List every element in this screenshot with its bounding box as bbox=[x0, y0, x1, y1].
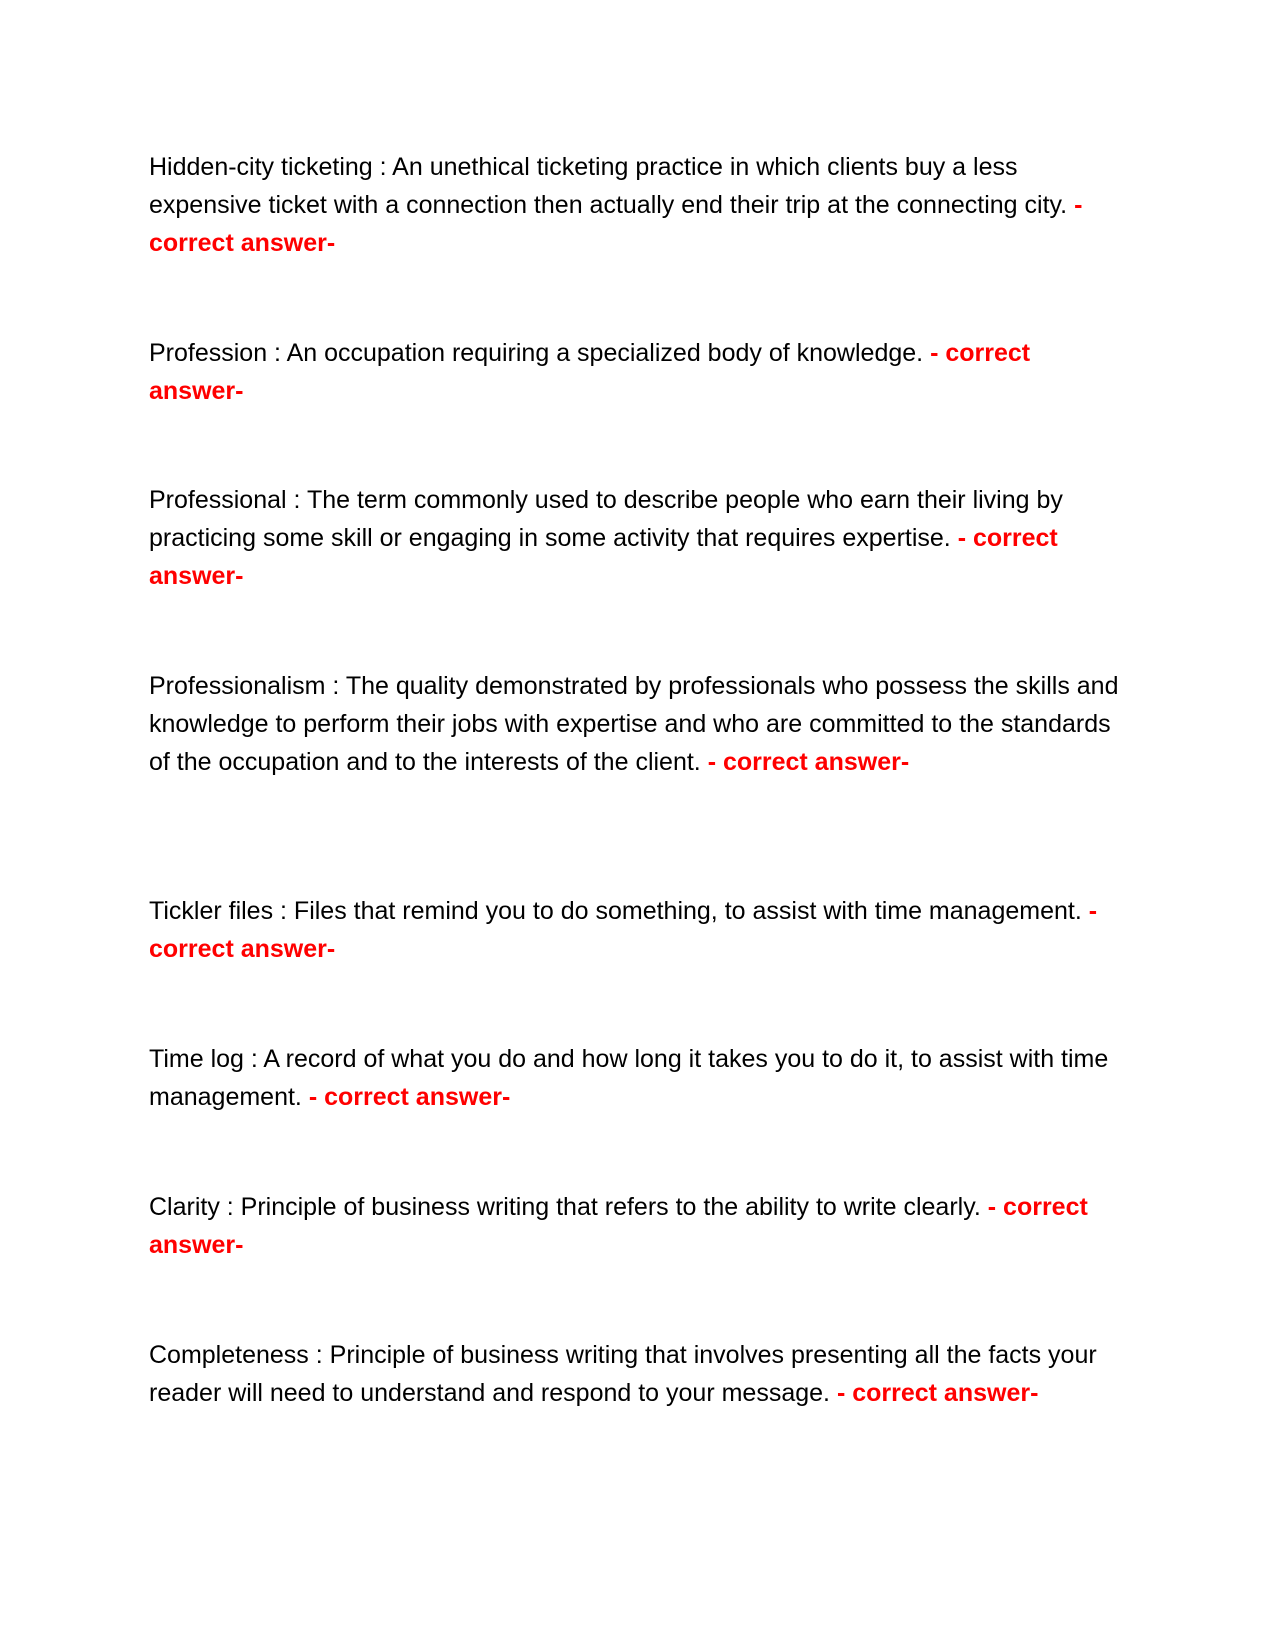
correct-answer-marker: - correct answer- bbox=[149, 191, 1083, 257]
correct-answer-marker: - correct answer- bbox=[149, 524, 1058, 590]
glossary-entry-clarity bbox=[149, 1188, 1127, 1264]
glossary-entry-professional bbox=[149, 481, 1127, 595]
glossary-entry-time-log bbox=[149, 1040, 1127, 1116]
correct-answer-marker: - correct answer- bbox=[149, 897, 1098, 963]
correct-answer-marker: - correct answer- bbox=[149, 339, 1031, 405]
entry-definition: Time log : A record of what you do and how long it takes you to do it, to assist with time management. bbox=[149, 1045, 1109, 1111]
correct-answer-marker: - correct answer- bbox=[308, 1083, 511, 1111]
entry-definition: Tickler files : Files that remind you to do something, to assist with time management. bbox=[149, 897, 1082, 925]
glossary-entry-profession bbox=[149, 334, 1127, 410]
glossary-entry-professionalism bbox=[149, 667, 1127, 781]
entry-definition: Clarity : Principle of business writing that refers to the ability to write clearly. bbox=[149, 1193, 981, 1221]
glossary-entry-tickler-files bbox=[149, 892, 1127, 968]
correct-answer-marker: - correct answer- bbox=[707, 748, 910, 776]
correct-answer-marker: - correct answer- bbox=[149, 1193, 1088, 1259]
entry-definition: Profession : An occupation requiring a specialized body of knowledge. bbox=[149, 339, 924, 367]
entry-definition: Hidden-city ticketing : An unethical ticketing practice in which clients buy a less expensive ticket with a connection then actually end their trip at the connecting city. bbox=[149, 153, 1068, 219]
glossary-entry-completeness bbox=[149, 1336, 1127, 1412]
correct-answer-marker: - correct answer- bbox=[836, 1379, 1039, 1407]
entry-definition: Completeness : Principle of business writing that involves presenting all the facts your reader will need to understand and respond to your message. bbox=[149, 1341, 1097, 1407]
entry-definition: Professional : The term commonly used to describe people who earn their living by practicing some skill or engaging in some activity that requires expertise. bbox=[149, 486, 1063, 552]
entry-definition: Professionalism : The quality demonstrated by professionals who possess the skills and knowledge to perform their jobs with expertise and who are committed to the standards of the occupation and to the interests of the client. bbox=[149, 672, 1119, 776]
glossary-entry-hidden-city-ticketing bbox=[149, 148, 1127, 262]
